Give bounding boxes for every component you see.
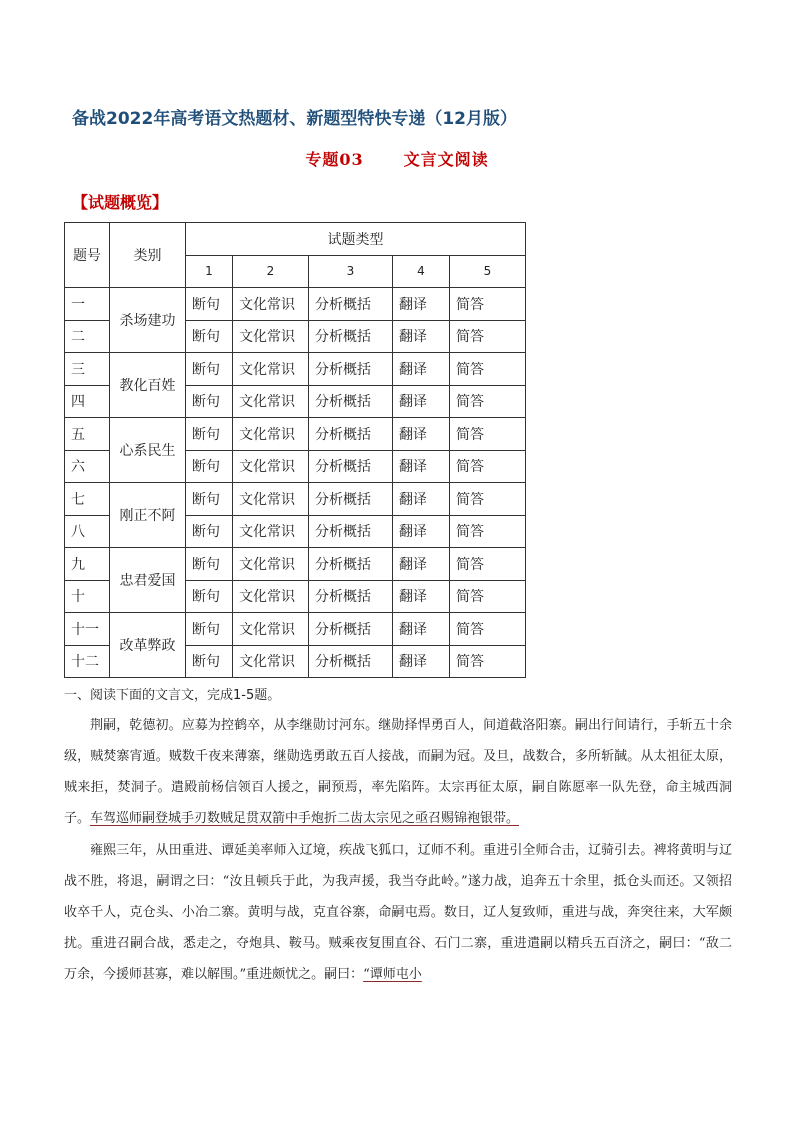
question-type-cell: 简答 [450, 353, 526, 386]
type-number: 2 [233, 255, 309, 288]
question-type-cell: 文化常识 [233, 385, 309, 418]
question-type-cell: 文化常识 [233, 320, 309, 353]
header-number: 题号 [65, 223, 110, 288]
reading-instruction: 一、阅读下面的文言文，完成1-5题。 [64, 688, 281, 703]
question-type-cell: 分析概括 [309, 548, 393, 581]
question-type-cell: 简答 [450, 385, 526, 418]
table-row [65, 353, 526, 386]
question-number: 十一 [65, 613, 110, 646]
question-type-cell: 分析概括 [309, 385, 393, 418]
question-type-cell: 翻译 [393, 645, 450, 678]
passage-paragraph-2 [64, 835, 732, 990]
question-type-cell: 简答 [450, 450, 526, 483]
question-type-cell: 翻译 [393, 483, 450, 516]
question-number: 九 [65, 548, 110, 581]
question-number: 四 [65, 385, 110, 418]
question-type-cell: 分析概括 [309, 645, 393, 678]
underlined-question-text: 车驾巡师嗣登城手刃数贼足贯双箭中手炮折二齿太宗见之亟召赐锦袍银带。 [90, 811, 520, 826]
question-type-cell: 分析概括 [309, 320, 393, 353]
question-type-cell: 断句 [186, 580, 233, 613]
question-type-cell: 简答 [450, 548, 526, 581]
question-number: 七 [65, 483, 110, 516]
question-type-cell: 分析概括 [309, 613, 393, 646]
paragraph-text: 雍熙三年，从田重进、谭延美率师入辽境，疾战飞狐口，辽师不利。重进引全师合击，辽骑引去。裨将黄明与辽战不胜，将退，嗣谓之曰：“汝且顿兵于此，为我声援，我当夺此岭。”遂力战，追奔五十余里，抵仓头而还。又领招收卒千人，克仓头、小冶二寨。黄明与战，克直谷寨，命嗣屯焉。数日，辽人复致师，重进与战，奔突往来，大军颇扰。重进召嗣合战，悉走之，夺炮具、鞍马。贼乘夜复围直谷、石门二寨，重进遣嗣以精兵五百济之，嗣曰：“敌二万余，今援师甚寡，难以解围。”重进颇忧之。嗣曰： [64, 843, 732, 982]
question-number: 十二 [65, 645, 110, 678]
question-type-cell: 分析概括 [309, 580, 393, 613]
type-number: 3 [309, 255, 393, 288]
question-type-cell: 文化常识 [233, 353, 309, 386]
question-type-cell: 文化常识 [233, 645, 309, 678]
question-type-cell: 分析概括 [309, 515, 393, 548]
question-type-cell: 文化常识 [233, 548, 309, 581]
question-type-cell: 文化常识 [233, 450, 309, 483]
section-label: 【试题概览】 [72, 193, 169, 212]
overview-table [64, 222, 526, 678]
type-number: 4 [393, 255, 450, 288]
question-type-cell: 翻译 [393, 320, 450, 353]
question-type-cell: 分析概括 [309, 450, 393, 483]
question-number: 二 [65, 320, 110, 353]
type-number: 5 [450, 255, 526, 288]
question-type-cell: 文化常识 [233, 288, 309, 321]
question-type-cell: 断句 [186, 483, 233, 516]
question-type-cell: 翻译 [393, 548, 450, 581]
question-type-cell: 断句 [186, 288, 233, 321]
question-type-cell: 简答 [450, 580, 526, 613]
question-type-cell: 翻译 [393, 450, 450, 483]
question-type-cell: 简答 [450, 288, 526, 321]
table-row [65, 548, 526, 581]
table-row [65, 288, 526, 321]
question-number: 六 [65, 450, 110, 483]
question-type-cell: 断句 [186, 613, 233, 646]
question-type-cell: 文化常识 [233, 613, 309, 646]
question-type-cell: 断句 [186, 320, 233, 353]
table-header-row [65, 223, 526, 256]
question-type-cell: 断句 [186, 548, 233, 581]
question-type-cell: 简答 [450, 645, 526, 678]
question-type-cell: 文化常识 [233, 483, 309, 516]
topic-number: 专题03 [305, 150, 364, 169]
question-type-cell: 翻译 [393, 613, 450, 646]
type-number: 1 [186, 255, 233, 288]
question-type-cell: 分析概括 [309, 418, 393, 451]
question-number: 十 [65, 580, 110, 613]
question-type-cell: 断句 [186, 385, 233, 418]
passage-paragraph-1 [64, 710, 732, 834]
question-type-cell: 翻译 [393, 515, 450, 548]
question-type-cell: 翻译 [393, 385, 450, 418]
document-title: 备战2022年高考语文热题材、新题型特快专递（12月版） [72, 109, 517, 129]
category-cell: 忠君爱国 [110, 548, 186, 613]
classical-passage [64, 710, 732, 991]
question-type-cell: 翻译 [393, 288, 450, 321]
question-type-cell: 简答 [450, 320, 526, 353]
category-cell: 改革弊政 [110, 613, 186, 678]
question-type-cell: 分析概括 [309, 288, 393, 321]
question-type-cell: 断句 [186, 645, 233, 678]
question-type-cell: 简答 [450, 418, 526, 451]
question-type-cell: 简答 [450, 515, 526, 548]
question-type-cell: 翻译 [393, 353, 450, 386]
question-type-cell: 断句 [186, 418, 233, 451]
category-cell: 教化百姓 [110, 353, 186, 418]
question-type-cell: 翻译 [393, 418, 450, 451]
question-number: 三 [65, 353, 110, 386]
question-type-cell: 断句 [186, 353, 233, 386]
category-cell: 心系民生 [110, 418, 186, 483]
question-type-cell: 断句 [186, 450, 233, 483]
category-cell: 杀场建功 [110, 288, 186, 353]
question-type-cell: 简答 [450, 483, 526, 516]
paragraph-text: 荆嗣，乾德初。应募为控鹤卒，从李继勋讨河东。继勋择悍勇百人，间道截洛阳寨。嗣出行间请行，手斩五十余级，贼焚寨宵遁。贼数千夜来薄寨，继勋选勇敢五百人接战，而嗣为冠。及旦，战数合，多所斩馘。从太祖征太原，贼来拒，焚洞子。遣殿前杨信领百人援之，嗣预焉，率先陷阵。太宗再征太原，嗣自陈愿率一队先登，命主城西洞子。 [64, 718, 732, 826]
topic-name: 文言文阅读 [403, 150, 489, 169]
table-row [65, 613, 526, 646]
category-cell: 刚正不阿 [110, 483, 186, 548]
question-type-cell: 文化常识 [233, 580, 309, 613]
table-row [65, 483, 526, 516]
question-type-cell: 断句 [186, 515, 233, 548]
topic-heading [0, 147, 794, 170]
question-number: 一 [65, 288, 110, 321]
table-row [65, 418, 526, 451]
question-type-cell: 文化常识 [233, 515, 309, 548]
question-type-cell: 分析概括 [309, 353, 393, 386]
question-type-cell: 翻译 [393, 580, 450, 613]
question-number: 五 [65, 418, 110, 451]
question-number: 八 [65, 515, 110, 548]
question-type-cell: 分析概括 [309, 483, 393, 516]
header-category: 类别 [110, 223, 186, 288]
underlined-question-text: “谭师屯小 [363, 967, 422, 982]
question-type-cell: 文化常识 [233, 418, 309, 451]
header-question-types: 试题类型 [186, 223, 526, 256]
question-type-cell: 简答 [450, 613, 526, 646]
